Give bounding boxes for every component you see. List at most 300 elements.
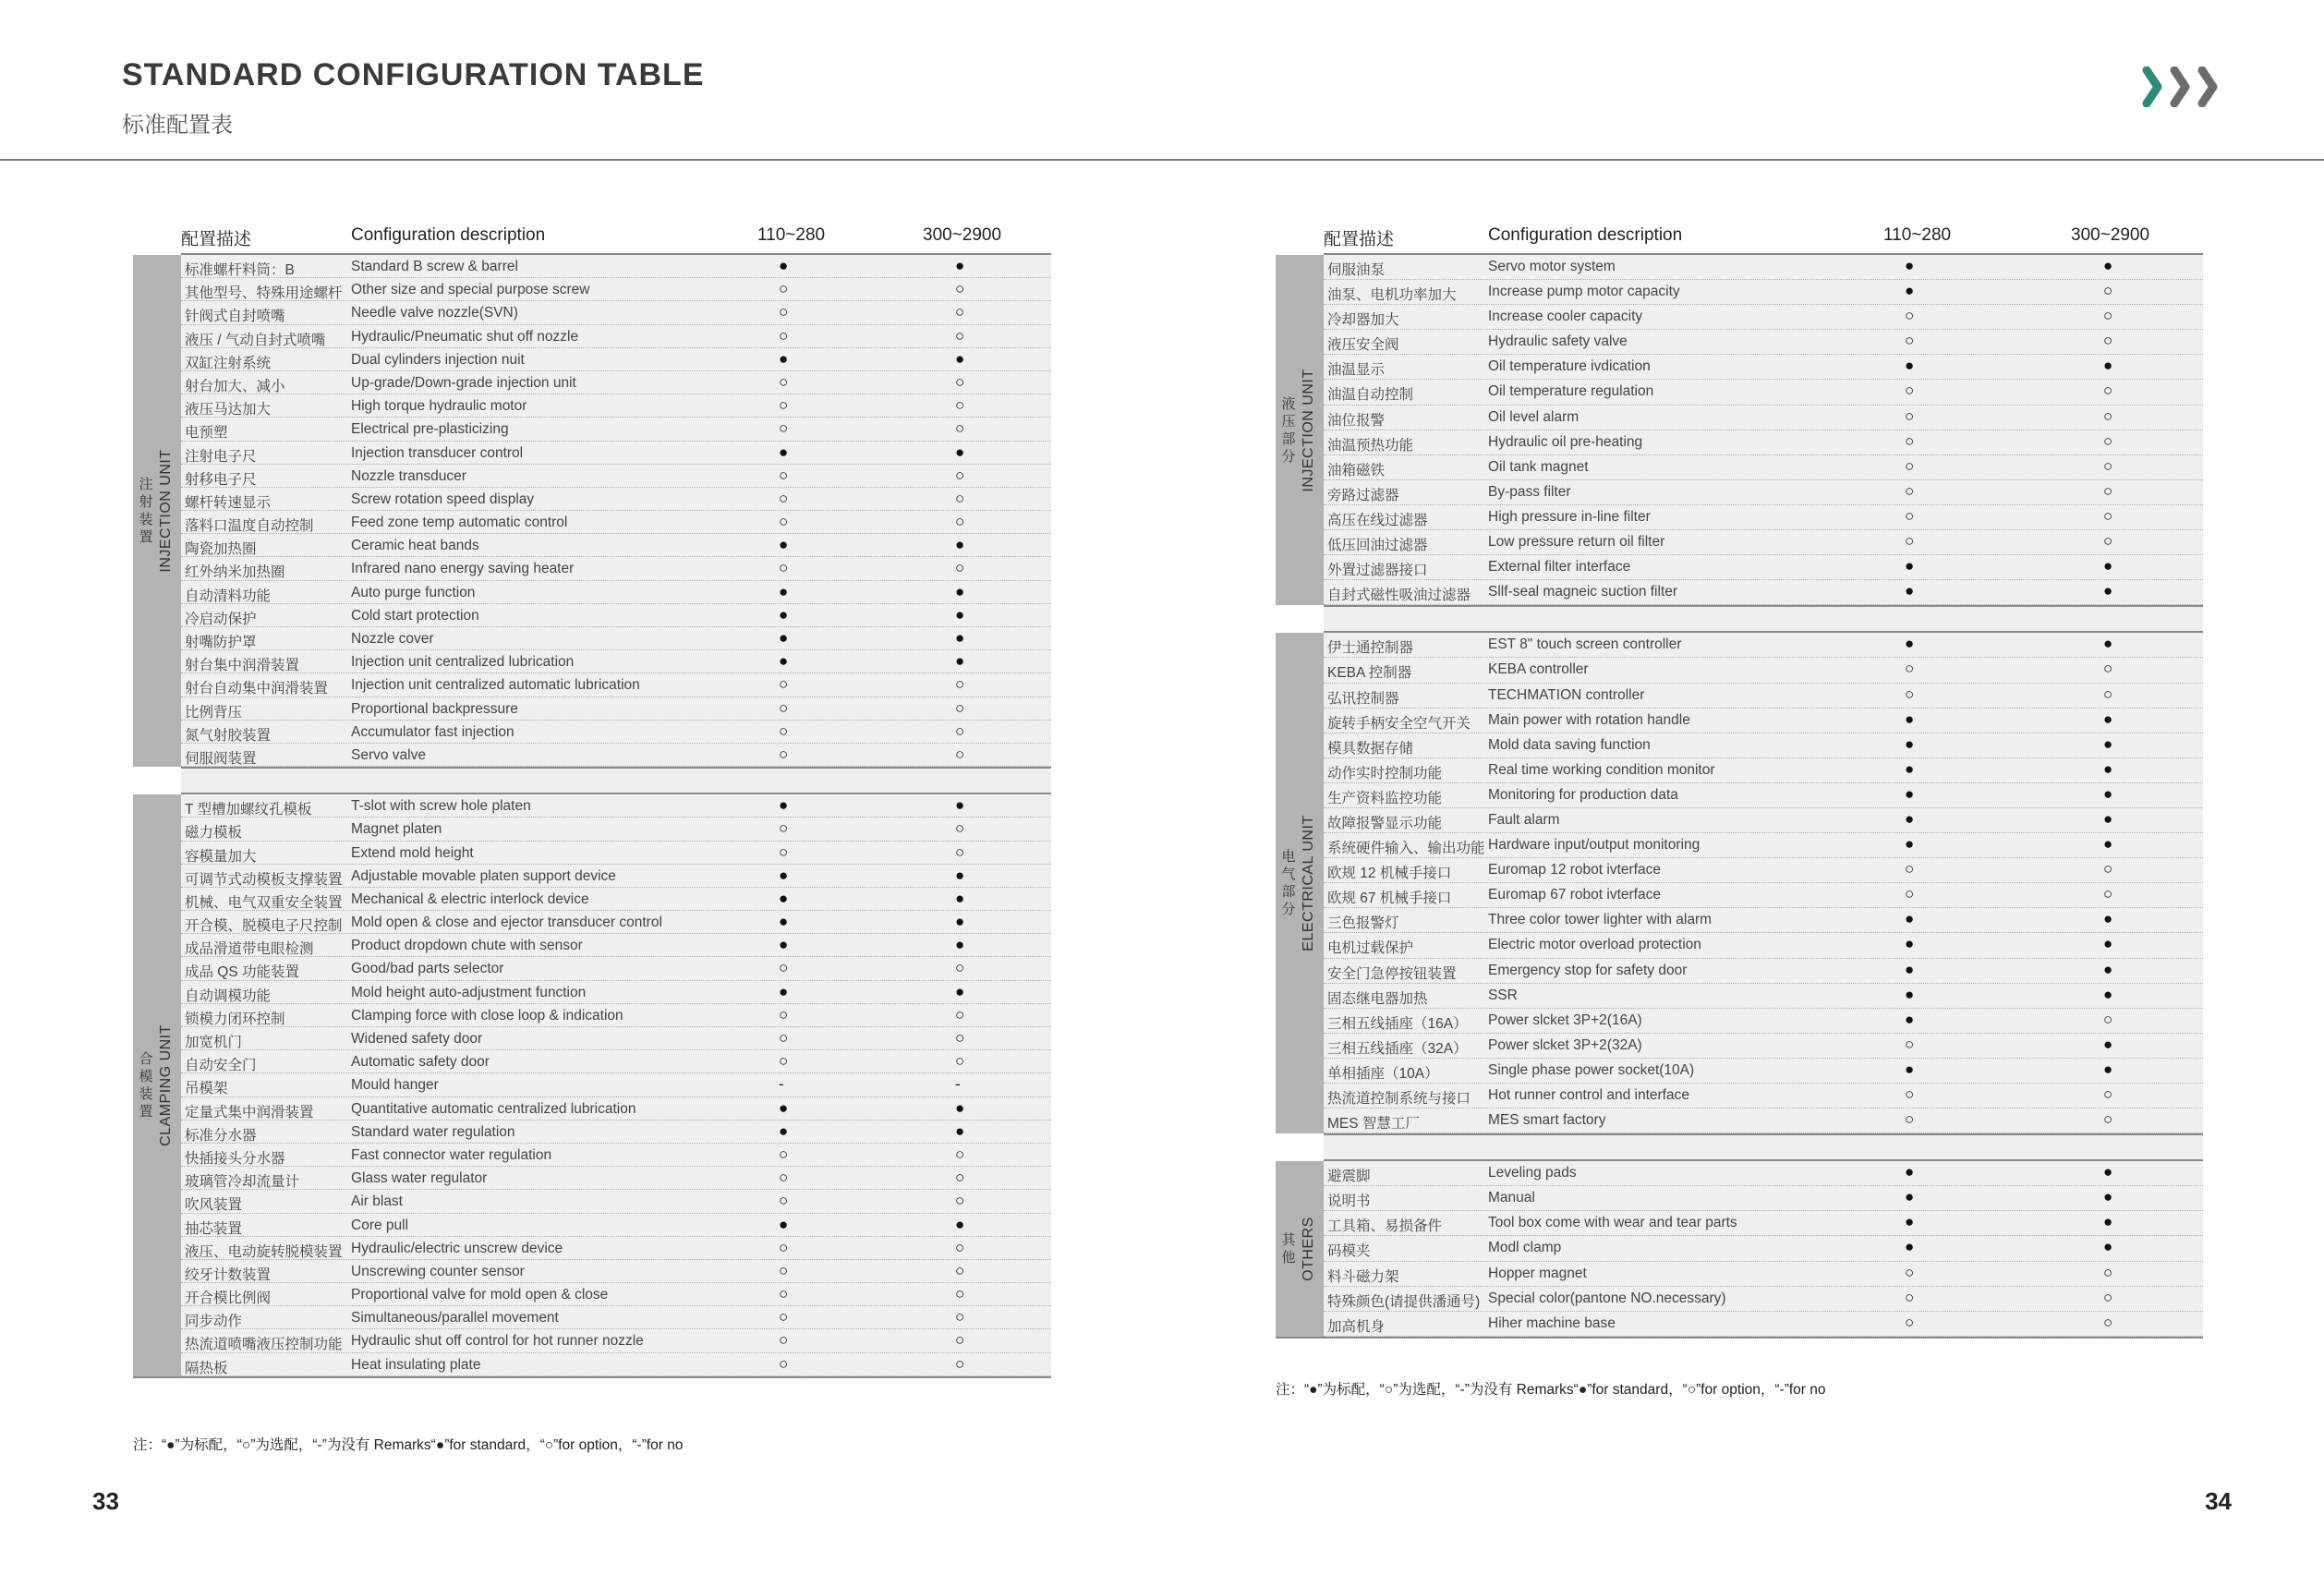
- row-label-en: Core pull: [351, 1217, 409, 1233]
- row-label-cn: 油温显示: [1327, 362, 1386, 379]
- row-label-en: Sllf-seal magneic suction filter: [1488, 584, 1678, 600]
- row-label-en: Increase cooler capacity: [1488, 309, 1643, 325]
- status-mark-300-2900: ●: [2103, 734, 2113, 753]
- status-mark-300-2900: ●: [2103, 759, 2113, 778]
- status-mark-110-280: ●: [1905, 910, 1915, 928]
- section-label-en: OTHERS: [1301, 1217, 1316, 1281]
- row-label-cn: 弘讯控制器: [1327, 690, 1399, 707]
- status-mark-110-280: ○: [779, 819, 789, 838]
- row-label-en: Hot runner control and interface: [1488, 1087, 1689, 1103]
- status-mark-110-280: ●: [779, 889, 789, 907]
- status-mark-110-280: ○: [779, 1261, 789, 1279]
- row-label-cn: 开合模、脱模电子尺控制: [185, 918, 343, 935]
- row-label-en: Oil temperature ivdication: [1488, 358, 1651, 375]
- status-mark-110-280: ○: [779, 280, 789, 298]
- status-mark-110-280: ●: [779, 936, 789, 954]
- table-row: [1324, 684, 2203, 709]
- section-label-en: INJECTION UNIT: [158, 449, 174, 573]
- status-mark-300-2900: ○: [955, 1354, 965, 1373]
- row-label-en: MES smart factory: [1488, 1112, 1606, 1129]
- table-row: [1324, 984, 2203, 1009]
- status-mark-110-280: ●: [1905, 709, 1915, 728]
- table-row: [181, 371, 1051, 394]
- status-mark-300-2900: ○: [955, 1261, 965, 1279]
- status-mark-110-280: ●: [779, 349, 789, 368]
- table-row: [181, 721, 1051, 744]
- status-mark-300-2900: ○: [955, 1308, 965, 1327]
- row-label-cn: 冷却器加大: [1327, 312, 1399, 329]
- table-row: [181, 981, 1051, 1004]
- status-mark-110-280: ○: [779, 1145, 789, 1163]
- col-header-en: Configuration description: [1488, 225, 1683, 245]
- table-row: [181, 1144, 1051, 1167]
- chevron-right-icon: [2141, 67, 2224, 107]
- row-label-en: Extend mold height: [351, 844, 474, 861]
- table-row: [181, 673, 1051, 697]
- status-mark-110-280: ○: [779, 1192, 789, 1210]
- status-mark-110-280: ○: [779, 698, 789, 717]
- table-row: [181, 818, 1051, 841]
- row-label-en: Real time working condition monitor: [1488, 761, 1715, 778]
- row-label-en: Single phase power socket(10A): [1488, 1061, 1695, 1078]
- row-label-cn: 可调节式动模板支撑装置: [185, 871, 343, 888]
- row-label-cn: 抽芯装置: [185, 1220, 243, 1237]
- table-section: [133, 255, 1051, 767]
- table-row: [181, 255, 1051, 278]
- row-label-en: EST 8" touch screen controller: [1488, 636, 1682, 653]
- row-label-cn: 固态继电器加热: [1327, 990, 1428, 1007]
- table-row: [181, 1050, 1051, 1073]
- row-label-cn: 油泵、电机功率加大: [1327, 287, 1457, 304]
- row-label-en: Standard B screw & barrel: [351, 259, 518, 274]
- status-mark-300-2900: ●: [2103, 910, 2113, 928]
- table-section: [1276, 255, 2203, 605]
- status-mark-110-280: ●: [779, 1121, 789, 1140]
- status-mark-110-280: ●: [779, 652, 789, 671]
- row-label-en: Injection unit centralized automatic lubrication: [351, 677, 640, 694]
- row-label-en: Mould hanger: [351, 1077, 439, 1094]
- table-row: [1324, 658, 2203, 683]
- row-label-en: Feed zone temp automatic control: [351, 515, 568, 531]
- status-mark-110-280: ●: [1905, 935, 1915, 953]
- row-label-cn: 码模夹: [1327, 1243, 1371, 1260]
- table-row: [1324, 555, 2203, 580]
- row-label-en: High torque hydraulic motor: [351, 398, 527, 415]
- status-mark-110-280: ●: [1905, 582, 1915, 600]
- status-mark-110-280: ○: [779, 489, 789, 507]
- status-mark-300-2900: ●: [2103, 784, 2113, 803]
- status-mark-300-2900: ●: [955, 982, 965, 1000]
- row-label-cn: 螺杆转速显示: [185, 494, 272, 511]
- table-row: [181, 650, 1051, 673]
- section-label-en: INJECTION UNIT: [1301, 369, 1316, 492]
- table-bottom-rule: [133, 1376, 1051, 1378]
- table-header: [1276, 225, 2203, 253]
- section-rows: [181, 255, 1051, 767]
- status-mark-110-280: ○: [779, 721, 789, 740]
- row-label-cn: 电预塑: [185, 425, 228, 442]
- row-label-cn: 陶瓷加热圈: [185, 541, 257, 558]
- table-row: [1324, 480, 2203, 505]
- row-label-cn: 射嘴防护罩: [185, 635, 257, 650]
- row-label-en: Widened safety door: [351, 1031, 483, 1047]
- row-label-cn: 伺服阀装置: [185, 750, 257, 767]
- status-mark-300-2900: ●: [2103, 1060, 2113, 1078]
- row-label-cn: 液压马达加大: [185, 402, 272, 418]
- status-mark-300-2900: ●: [2103, 1188, 2113, 1206]
- status-mark-300-2900: ●: [955, 796, 965, 815]
- table-row: [1324, 858, 2203, 883]
- row-label-en: Emergency stop for safety door: [1488, 962, 1688, 978]
- row-label-en: Adjustable movable platen support device: [351, 867, 616, 884]
- status-mark-110-280: ○: [779, 326, 789, 345]
- table-row: [181, 511, 1051, 534]
- section-separator: [1324, 1133, 2203, 1161]
- table-row: [181, 301, 1051, 324]
- table-row: [181, 348, 1051, 371]
- table-row: [181, 744, 1051, 767]
- status-mark-110-280: ●: [1905, 1163, 1915, 1181]
- row-label-en: Nozzle transducer: [351, 467, 466, 484]
- row-label-en: Accumulator fast injection: [351, 723, 514, 740]
- row-label-en: Mold height auto-adjustment function: [351, 984, 587, 1000]
- row-label-en: External filter interface: [1488, 559, 1631, 575]
- row-label-en: Increase pump motor capacity: [1488, 284, 1680, 300]
- table-row: [1324, 430, 2203, 455]
- row-label-en: Oil temperature regulation: [1488, 383, 1654, 400]
- status-mark-110-280: ●: [1905, 1010, 1915, 1028]
- row-label-en: Needle valve nozzle(SVN): [351, 305, 518, 321]
- status-mark-110-280: ○: [779, 1285, 789, 1303]
- status-mark-110-280: ●: [1905, 557, 1915, 575]
- row-label-cn: 加宽机门: [185, 1035, 243, 1050]
- status-mark-300-2900: ○: [955, 721, 965, 740]
- table-row: [181, 627, 1051, 650]
- row-label-en: Ceramic heat bands: [351, 538, 479, 554]
- status-mark-300-2900: ●: [2103, 582, 2113, 600]
- row-label-cn: 红外纳米加热圈: [185, 564, 285, 581]
- status-mark-110-280: ●: [779, 1098, 789, 1117]
- status-mark-300-2900: ○: [955, 466, 965, 484]
- table-row: [1324, 709, 2203, 733]
- section-rows: [181, 794, 1051, 1376]
- row-label-cn: 油箱磁铁: [1327, 462, 1386, 479]
- table-row: [1324, 908, 2203, 933]
- row-label-en: Special color(pantone NO.necessary): [1488, 1290, 1726, 1306]
- row-label-cn: 双缸注射系统: [185, 355, 272, 371]
- table-row: [181, 911, 1051, 934]
- section-separator: [181, 767, 1051, 794]
- row-label-cn: 液压、电动旋转脱模装置: [185, 1243, 343, 1260]
- row-label-en: Oil tank magnet: [1488, 458, 1589, 475]
- table-row: [181, 1004, 1051, 1027]
- status-mark-110-280: ●: [1905, 357, 1915, 375]
- status-mark-300-2900: ○: [955, 326, 965, 345]
- row-label-cn: 其他型号、特殊用途螺杆: [185, 285, 343, 302]
- col-header-cn: 配置描述: [1324, 230, 1395, 249]
- status-mark-110-280: ○: [779, 1052, 789, 1071]
- status-mark-110-280: ○: [1905, 1288, 1915, 1306]
- status-mark-300-2900: ○: [2103, 456, 2113, 475]
- row-label-cn: 故障报警显示功能: [1327, 815, 1443, 831]
- row-label-en: Mechanical & electric interlock device: [351, 890, 589, 907]
- status-mark-300-2900: ●: [2103, 985, 2113, 1003]
- status-mark-300-2900: ●: [2103, 835, 2113, 854]
- row-label-en: Modl clamp: [1488, 1240, 1562, 1256]
- table-row: [1324, 1009, 2203, 1034]
- row-label-cn: MES 智慧工厂: [1327, 1116, 1420, 1133]
- status-mark-300-2900: ○: [955, 1052, 965, 1071]
- table-row: [181, 418, 1051, 441]
- status-mark-300-2900: ○: [2103, 1263, 2113, 1281]
- section-label-en: CLAMPING UNIT: [158, 1024, 174, 1146]
- table-row: [181, 1190, 1051, 1213]
- status-mark-300-2900: ○: [955, 959, 965, 977]
- status-mark-300-2900: ○: [2103, 1110, 2113, 1129]
- table-row: [181, 934, 1051, 957]
- status-mark-110-280: ○: [779, 1005, 789, 1024]
- col-header-110-280: 110~280: [1883, 225, 1952, 245]
- row-label-cn: 油温自动控制: [1327, 387, 1414, 404]
- section-label-cn: 其 他: [1281, 1232, 1296, 1266]
- status-mark-110-280: ●: [1905, 257, 1915, 274]
- table-row: [1324, 1161, 2203, 1186]
- table-row: [1324, 1287, 2203, 1312]
- status-mark-110-280: ○: [779, 675, 789, 694]
- status-mark-300-2900: ○: [2103, 282, 2113, 300]
- section-sidebar: [133, 794, 181, 1376]
- status-mark-300-2900: ●: [955, 1215, 965, 1233]
- row-label-en: Infrared nano energy saving heater: [351, 561, 575, 577]
- table-row: [1324, 1108, 2203, 1133]
- table-row: [1324, 933, 2203, 958]
- status-mark-300-2900: ●: [955, 582, 965, 600]
- row-label-cn: 欧规 12 机械手接口: [1327, 866, 1452, 882]
- row-label-en: Standard water regulation: [351, 1123, 515, 1140]
- table-row: [1324, 580, 2203, 605]
- row-label-cn: 避震脚: [1327, 1169, 1371, 1185]
- row-label-cn: 磁力模板: [185, 825, 243, 842]
- section-sidebar: [133, 255, 181, 767]
- row-label-cn: 旋转手柄安全空气开关: [1327, 715, 1471, 732]
- status-mark-110-280: ○: [779, 1354, 789, 1373]
- right-remarks-note: 注：“●”为标配，“○”为选配，“-”为没有 Remarks“●”for standard，“○”for option，“-”for no: [1276, 1382, 1826, 1398]
- status-mark-110-280: ○: [779, 1169, 789, 1187]
- status-mark-110-280: ●: [1905, 960, 1915, 978]
- right-config-table: [1276, 225, 2203, 1339]
- status-mark-300-2900: ●: [2103, 635, 2113, 653]
- status-mark-110-280: ●: [1905, 1188, 1915, 1206]
- status-mark-300-2900: ○: [955, 559, 965, 577]
- section-label-cn: 电 气 部 分: [1281, 849, 1296, 918]
- row-label-en: Hydraulic oil pre-heating: [1488, 433, 1643, 450]
- table-row: [1324, 1186, 2203, 1211]
- status-mark-300-2900: ●: [955, 1098, 965, 1117]
- status-mark-300-2900: ○: [2103, 684, 2113, 703]
- row-label-en: Euromap 12 robot ivterface: [1488, 862, 1661, 878]
- status-mark-300-2900: ●: [2103, 1035, 2113, 1053]
- row-label-en: Air blast: [351, 1193, 403, 1210]
- section-rows: [1324, 1161, 2203, 1337]
- row-label-cn: 热流道喷嘴液压控制功能: [185, 1337, 343, 1353]
- row-label-cn: 自封式磁性吸油过滤器: [1327, 588, 1471, 604]
- status-mark-110-280: ○: [779, 513, 789, 531]
- row-label-en: Hopper magnet: [1488, 1265, 1587, 1281]
- col-header-300-2900: 300~2900: [923, 225, 1002, 245]
- row-label-cn: 射台集中润滑装置: [185, 658, 300, 674]
- row-label-cn: 成品滑道带电眼检测: [185, 941, 314, 958]
- status-mark-300-2900: ●: [955, 866, 965, 884]
- status-mark-300-2900: ○: [2103, 307, 2113, 325]
- status-mark-300-2900: ○: [2103, 1313, 2113, 1331]
- row-label-en: Power slcket 3P+2(16A): [1488, 1012, 1642, 1028]
- row-label-en: Simultaneous/parallel movement: [351, 1310, 559, 1327]
- status-mark-110-280: ●: [1905, 635, 1915, 653]
- table-row: [181, 1353, 1051, 1376]
- row-label-en: SSR: [1488, 987, 1518, 1003]
- table-row: [181, 604, 1051, 627]
- row-label-en: Dual cylinders injection nuit: [351, 351, 525, 368]
- table-section: [133, 794, 1051, 1376]
- row-label-en: By-pass filter: [1488, 483, 1571, 500]
- table-row: [181, 442, 1051, 465]
- section-label-en: ELECTRICAL UNIT: [1301, 815, 1316, 951]
- table-row: [181, 842, 1051, 865]
- status-mark-110-280: ○: [779, 1238, 789, 1256]
- row-label-en: Monitoring for production data: [1488, 786, 1678, 803]
- status-mark-300-2900: ●: [955, 442, 965, 461]
- table-row: [181, 534, 1051, 557]
- row-label-en: Hydraulic/Pneumatic shut off nozzle: [351, 328, 579, 345]
- table-row: [181, 488, 1051, 511]
- status-mark-110-280: ○: [1905, 532, 1915, 551]
- row-label-cn: 吹风装置: [185, 1197, 243, 1214]
- table-row: [181, 465, 1051, 488]
- table-row: [1324, 1262, 2203, 1287]
- status-mark-300-2900: ○: [2103, 406, 2113, 425]
- status-mark-110-280: ●: [1905, 1060, 1915, 1078]
- status-mark-300-2900: ●: [2103, 357, 2113, 375]
- row-label-en: Good/bad parts selector: [351, 961, 504, 977]
- status-mark-300-2900: ●: [955, 913, 965, 931]
- status-mark-300-2900: ○: [955, 1169, 965, 1187]
- table-row: [1324, 959, 2203, 984]
- status-mark-300-2900: ○: [2103, 481, 2113, 500]
- table-row: [1324, 355, 2203, 380]
- row-label-en: Servo motor system: [1488, 259, 1616, 274]
- row-label-en: Electrical pre-plasticizing: [351, 421, 509, 438]
- section-sidebar: [1276, 255, 1324, 605]
- status-mark-300-2900: ●: [2103, 1163, 2113, 1181]
- status-mark-300-2900: ○: [2103, 532, 2113, 551]
- status-mark-110-280: ●: [1905, 809, 1915, 828]
- left-remarks-note: 注：“●”为标配，“○”为选配，“-”为没有 Remarks“●”for standard，“○”for option，“-”for no: [133, 1437, 684, 1453]
- row-label-cn: 三相五线插座（32A）: [1327, 1040, 1468, 1057]
- row-label-en: Cold start protection: [351, 607, 479, 624]
- section-rows: [1324, 633, 2203, 1133]
- row-label-cn: 定量式集中润滑装置: [185, 1104, 314, 1121]
- row-label-cn: 自动安全门: [185, 1058, 257, 1074]
- table-row: [1324, 1059, 2203, 1084]
- row-label-cn: 欧规 67 机械手接口: [1327, 890, 1452, 907]
- row-label-en: Auto purge function: [351, 584, 476, 600]
- row-label-cn: 伺服油泵: [1327, 262, 1386, 278]
- row-label-cn: 说明书: [1327, 1193, 1371, 1210]
- table-row: [181, 1237, 1051, 1260]
- page-number-right: 34: [2205, 1487, 2232, 1515]
- status-mark-300-2900: ●: [955, 629, 965, 647]
- row-label-cn: 单相插座（10A）: [1327, 1065, 1439, 1082]
- table-row: [181, 794, 1051, 818]
- row-label-cn: 旁路过滤器: [1327, 487, 1399, 503]
- status-mark-110-280: ●: [779, 605, 789, 624]
- status-mark-300-2900: ○: [955, 675, 965, 694]
- status-mark-110-280: ○: [1905, 660, 1915, 678]
- status-mark-300-2900: ○: [955, 1145, 965, 1163]
- row-label-cn: 油温预热功能: [1327, 437, 1414, 454]
- table-row: [1324, 808, 2203, 833]
- status-mark-300-2900: ●: [2103, 960, 2113, 978]
- table-row: [181, 888, 1051, 911]
- status-mark-110-280: ○: [1905, 506, 1915, 525]
- row-label-en: Manual: [1488, 1190, 1535, 1206]
- status-mark-300-2900: ●: [955, 652, 965, 671]
- status-mark-110-280: ○: [1905, 885, 1915, 903]
- row-label-cn: 针阀式自封喷嘴: [185, 309, 285, 325]
- status-mark-300-2900: ●: [2103, 709, 2113, 728]
- status-mark-110-280: ○: [1905, 332, 1915, 350]
- status-mark-300-2900: ●: [955, 1121, 965, 1140]
- row-label-cn: 注射电子尺: [185, 448, 257, 465]
- status-mark-300-2900: ○: [2103, 506, 2113, 525]
- row-label-cn: 三色报警灯: [1327, 915, 1399, 932]
- row-label-en: Euromap 67 robot ivterface: [1488, 887, 1661, 903]
- status-mark-300-2900: ●: [2103, 557, 2113, 575]
- table-row: [1324, 633, 2203, 658]
- row-label-cn: 油位报警: [1327, 412, 1386, 429]
- status-mark-300-2900: ○: [955, 372, 965, 391]
- row-label-cn: 隔热板: [185, 1360, 228, 1376]
- table-section: [1276, 633, 2203, 1133]
- row-label-cn: 电机过载保护: [1327, 940, 1414, 957]
- page-number-left: 33: [92, 1487, 119, 1515]
- status-mark-110-280: ●: [779, 1215, 789, 1233]
- col-header-110-280: 110~280: [757, 225, 826, 245]
- status-mark-110-280: ○: [779, 372, 789, 391]
- section-label-cn: 合 模 装 置: [139, 1050, 153, 1120]
- status-mark-300-2900: -: [955, 1075, 961, 1094]
- table-row: [1324, 883, 2203, 908]
- status-mark-110-280: ●: [1905, 282, 1915, 300]
- row-label-en: Unscrewing counter sensor: [351, 1263, 525, 1279]
- table-row: [1324, 406, 2203, 430]
- status-mark-300-2900: ○: [2103, 332, 2113, 350]
- table-row: [1324, 758, 2203, 783]
- status-mark-300-2900: ●: [2103, 809, 2113, 828]
- col-header-300-2900: 300~2900: [2071, 225, 2150, 245]
- row-label-cn: 玻璃管冷却流量计: [185, 1174, 300, 1191]
- table-row: [181, 1306, 1051, 1329]
- status-mark-110-280: ●: [1905, 1238, 1915, 1256]
- row-label-cn: 冷启动保护: [185, 611, 257, 627]
- section-label-cn: 液 压 部 分: [1281, 395, 1296, 465]
- status-mark-110-280: ●: [779, 913, 789, 931]
- table-row: [1324, 280, 2203, 305]
- table-row: [181, 278, 1051, 301]
- table-row: [181, 697, 1051, 721]
- status-mark-300-2900: ○: [955, 396, 965, 415]
- row-label-en: Fast connector water regulation: [351, 1146, 552, 1163]
